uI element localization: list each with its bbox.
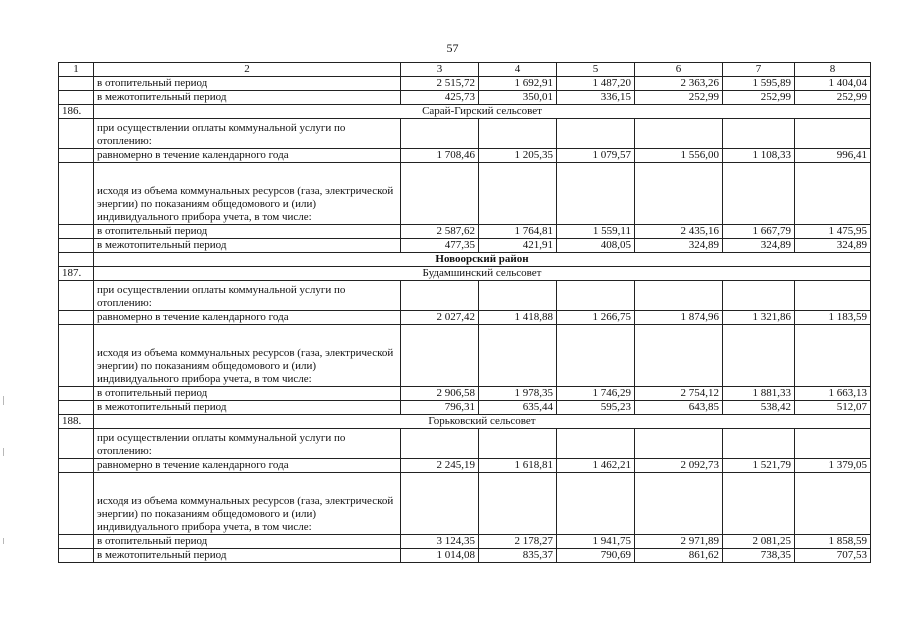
empty-cell [723,163,795,225]
scan-artifact-mark [3,538,4,544]
table-row [59,239,871,253]
empty-cell [635,473,723,535]
empty-cell [635,429,723,459]
value-cell: 512,07 [795,401,871,415]
empty-cell [401,325,479,387]
empty-cell [795,281,871,311]
table-row [59,77,871,91]
value-cell: 252,99 [723,91,795,105]
row-label: в отопительный период [94,225,401,239]
section-number: 186. [59,105,94,119]
value-cell: 421,91 [479,239,557,253]
empty-cell [795,325,871,387]
empty-cell [557,163,635,225]
value-cell: 1 559,11 [557,225,635,239]
value-cell: 1 881,33 [723,387,795,401]
row-label: при осуществлении оплаты коммунальной услуги по отоплению: [94,281,401,311]
empty-cell [401,429,479,459]
empty-cell [795,163,871,225]
table-row [59,163,871,225]
section-number: 187. [59,267,94,281]
empty-cell [479,325,557,387]
value-cell: 635,44 [479,401,557,415]
empty-cell [635,163,723,225]
value-cell: 350,01 [479,91,557,105]
table-row [59,459,871,473]
empty-cell [723,473,795,535]
value-cell: 477,35 [401,239,479,253]
value-cell: 2 363,26 [635,77,723,91]
empty-cell [723,325,795,387]
value-cell: 252,99 [795,91,871,105]
value-cell: 2 027,42 [401,311,479,325]
row-number-cell [59,239,94,253]
value-cell: 707,53 [795,549,871,563]
row-number-cell [59,253,94,267]
table-row [59,473,871,535]
row-number-cell [59,473,94,535]
empty-cell [479,473,557,535]
row-label: в отопительный период [94,387,401,401]
row-label: равномерно в течение календарного года [94,149,401,163]
tariff-table [58,62,871,563]
empty-cell [723,119,795,149]
value-cell: 538,42 [723,401,795,415]
value-cell: 2 081,25 [723,535,795,549]
value-cell: 1 556,00 [635,149,723,163]
empty-cell [401,163,479,225]
row-label: в межотопительный период [94,91,401,105]
column-header: 3 [401,63,479,77]
empty-cell [635,325,723,387]
table-row [59,401,871,415]
section-row [59,105,871,119]
table-row [59,549,871,563]
row-label: при осуществлении оплаты коммунальной услуги по отоплению: [94,119,401,149]
value-cell: 425,73 [401,91,479,105]
page-number: 57 [446,41,459,55]
row-number-cell [59,225,94,239]
value-cell: 1 521,79 [723,459,795,473]
column-header: 1 [59,63,94,77]
empty-cell [479,429,557,459]
value-cell: 1 708,46 [401,149,479,163]
column-header: 8 [795,63,871,77]
column-header: 4 [479,63,557,77]
value-cell: 2 092,73 [635,459,723,473]
empty-cell [479,281,557,311]
district-title: Новоорский район [94,253,871,267]
row-label: в межотопительный период [94,239,401,253]
row-label: равномерно в течение календарного года [94,311,401,325]
row-number-cell [59,401,94,415]
empty-cell [557,473,635,535]
row-number-cell [59,281,94,311]
value-cell: 1 079,57 [557,149,635,163]
empty-cell [401,119,479,149]
value-cell: 1 418,88 [479,311,557,325]
value-cell: 1 379,05 [795,459,871,473]
row-number-cell [59,163,94,225]
empty-cell [557,119,635,149]
row-label: в межотопительный период [94,549,401,563]
value-cell: 1 183,59 [795,311,871,325]
table-row [59,281,871,311]
value-cell: 796,31 [401,401,479,415]
empty-cell [479,163,557,225]
empty-cell [557,325,635,387]
value-cell: 1 014,08 [401,549,479,563]
value-cell: 2 971,89 [635,535,723,549]
empty-cell [557,429,635,459]
row-number-cell [59,325,94,387]
value-cell: 252,99 [635,91,723,105]
section-number: 188. [59,415,94,429]
empty-cell [401,473,479,535]
value-cell: 1 205,35 [479,149,557,163]
section-title: Сарай-Гирский сельсовет [94,105,871,119]
row-label: при осуществлении оплаты коммунальной услуги по отоплению: [94,429,401,459]
value-cell: 1 746,29 [557,387,635,401]
table-row [59,429,871,459]
value-cell: 2 515,72 [401,77,479,91]
row-label: исходя из объема коммунальных ресурсов (газа, электрической энергии) по показаниям общедомового и (или) индивидуального прибора учета, в том числе: [94,163,401,225]
column-header-row [59,63,871,77]
district-row [59,253,871,267]
value-cell: 835,37 [479,549,557,563]
value-cell: 1 595,89 [723,77,795,91]
value-cell: 1 667,79 [723,225,795,239]
value-cell: 408,05 [557,239,635,253]
value-cell: 738,35 [723,549,795,563]
value-cell: 1 266,75 [557,311,635,325]
value-cell: 1 487,20 [557,77,635,91]
empty-cell [635,281,723,311]
empty-cell [635,119,723,149]
value-cell: 2 754,12 [635,387,723,401]
empty-cell [401,281,479,311]
value-cell: 861,62 [635,549,723,563]
row-label: исходя из объема коммунальных ресурсов (газа, электрической энергии) по показаниям общедомового и (или) индивидуального прибора учета, в том числе: [94,325,401,387]
row-number-cell [59,77,94,91]
scan-artifact-mark [3,448,4,456]
value-cell: 324,89 [723,239,795,253]
value-cell: 790,69 [557,549,635,563]
empty-cell [479,119,557,149]
row-number-cell [59,387,94,401]
value-cell: 1 404,04 [795,77,871,91]
scan-artifact-mark [3,396,4,405]
value-cell: 1 874,96 [635,311,723,325]
value-cell: 595,23 [557,401,635,415]
section-row [59,415,871,429]
row-number-cell [59,119,94,149]
value-cell: 1 618,81 [479,459,557,473]
value-cell: 2 587,62 [401,225,479,239]
value-cell: 996,41 [795,149,871,163]
row-number-cell [59,149,94,163]
row-number-cell [59,549,94,563]
value-cell: 1 475,95 [795,225,871,239]
column-header: 2 [94,63,401,77]
empty-cell [723,429,795,459]
table-row [59,91,871,105]
section-title: Горьковский сельсовет [94,415,871,429]
value-cell: 2 906,58 [401,387,479,401]
column-header: 5 [557,63,635,77]
value-cell: 336,15 [557,91,635,105]
value-cell: 2 178,27 [479,535,557,549]
value-cell: 1 663,13 [795,387,871,401]
value-cell: 1 692,91 [479,77,557,91]
row-number-cell [59,459,94,473]
section-title: Будамшинский сельсовет [94,267,871,281]
column-header: 6 [635,63,723,77]
row-number-cell [59,91,94,105]
empty-cell [795,119,871,149]
row-label: в межотопительный период [94,401,401,415]
column-header: 7 [723,63,795,77]
empty-cell [723,281,795,311]
row-label: в отопительный период [94,535,401,549]
row-label: равномерно в течение календарного года [94,459,401,473]
value-cell: 3 124,35 [401,535,479,549]
table-row [59,119,871,149]
value-cell: 2 435,16 [635,225,723,239]
value-cell: 643,85 [635,401,723,415]
empty-cell [795,429,871,459]
value-cell: 324,89 [795,239,871,253]
row-label: исходя из объема коммунальных ресурсов (газа, электрической энергии) по показаниям общедомового и (или) индивидуального прибора учета, в том числе: [94,473,401,535]
value-cell: 1 764,81 [479,225,557,239]
value-cell: 1 321,86 [723,311,795,325]
value-cell: 1 978,35 [479,387,557,401]
row-label: в отопительный период [94,77,401,91]
value-cell: 324,89 [635,239,723,253]
row-number-cell [59,535,94,549]
empty-cell [557,281,635,311]
table-row [59,225,871,239]
table-row [59,311,871,325]
value-cell: 1 462,21 [557,459,635,473]
value-cell: 1 108,33 [723,149,795,163]
table-row [59,325,871,387]
value-cell: 1 941,75 [557,535,635,549]
value-cell: 1 858,59 [795,535,871,549]
table-row [59,535,871,549]
value-cell: 2 245,19 [401,459,479,473]
row-number-cell [59,429,94,459]
table-row [59,387,871,401]
row-number-cell [59,311,94,325]
table-row [59,149,871,163]
section-row [59,267,871,281]
empty-cell [795,473,871,535]
